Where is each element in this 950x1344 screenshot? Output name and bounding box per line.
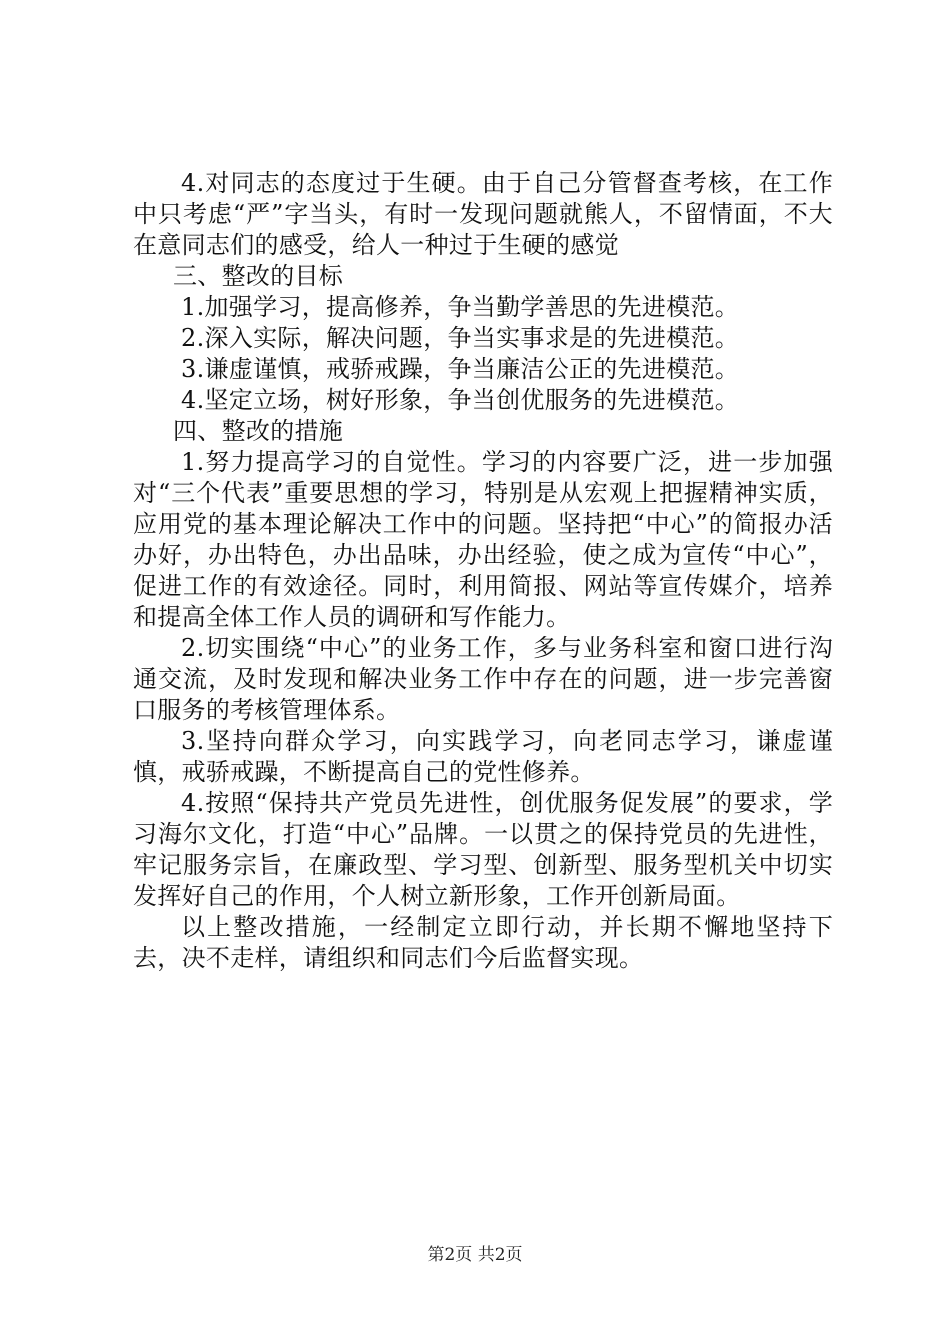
document-body (133, 168, 833, 974)
section-heading-goals: 三、整改的目标 (173, 262, 344, 290)
goal-item-3: 3.谦虚谨慎，戒骄戒躁，争当廉洁公正的先进模范。 (181, 355, 740, 383)
goal-item-1: 1.加强学习，提高修养，争当勤学善思的先进模范。 (181, 293, 740, 321)
paragraph-attitude-issue: 4.对同志的态度过于生硬。由于自己分管督查考核，在工作中只考虑“严”字当头，有时一发现问题就熊人，不留情面，不大在意同志们的感受，给人一种过于生硬的感觉 (133, 169, 833, 259)
page-number: 第2页 共2页 (427, 1245, 523, 1265)
measure-item-2: 2.切实围绕“中心”的业务工作，多与业务科室和窗口进行沟通交流，及时发现和解决业务工作中存在的问题，进一步完善窗口服务的考核管理体系。 (133, 634, 833, 724)
section-heading-measures: 四、整改的措施 (173, 417, 344, 445)
measure-item-4: 4.按照“保持共产党员先进性，创优服务促发展”的要求，学习海尔文化，打造“中心”品牌。一以贯之的保持党员的先进性，牢记服务宗旨，在廉政型、学习型、创新型、服务型机关中切实发挥好自己的作用，个人树立新形象，工作开创新局面。 (133, 789, 833, 910)
goal-item-2: 2.深入实际，解决问题，争当实事求是的先进模范。 (181, 324, 740, 352)
closing-paragraph: 以上整改措施，一经制定立即行动，并长期不懈地坚持下去，决不走样，请组织和同志们今后监督实现。 (133, 913, 833, 972)
measure-item-3: 3.坚持向群众学习，向实践学习，向老同志学习，谦虚谨慎，戒骄戒躁，不断提高自己的党性修养。 (133, 727, 833, 786)
measure-item-1: 1.努力提高学习的自觉性。学习的内容要广泛，进一步加强对“三个代表”重要思想的学习，特别是从宏观上把握精神实质，应用党的基本理论解决工作中的问题。坚持把“中心”的简报办活办好，办出特色，办出品味，办出经验，使之成为宣传“中心”，促进工作的有效途径。同时，利用简报、网站等宣传媒介，培养和提高全体工作人员的调研和写作能力。 (133, 448, 833, 631)
goal-item-4: 4.坚定立场，树好形象，争当创优服务的先进模范。 (181, 386, 740, 414)
